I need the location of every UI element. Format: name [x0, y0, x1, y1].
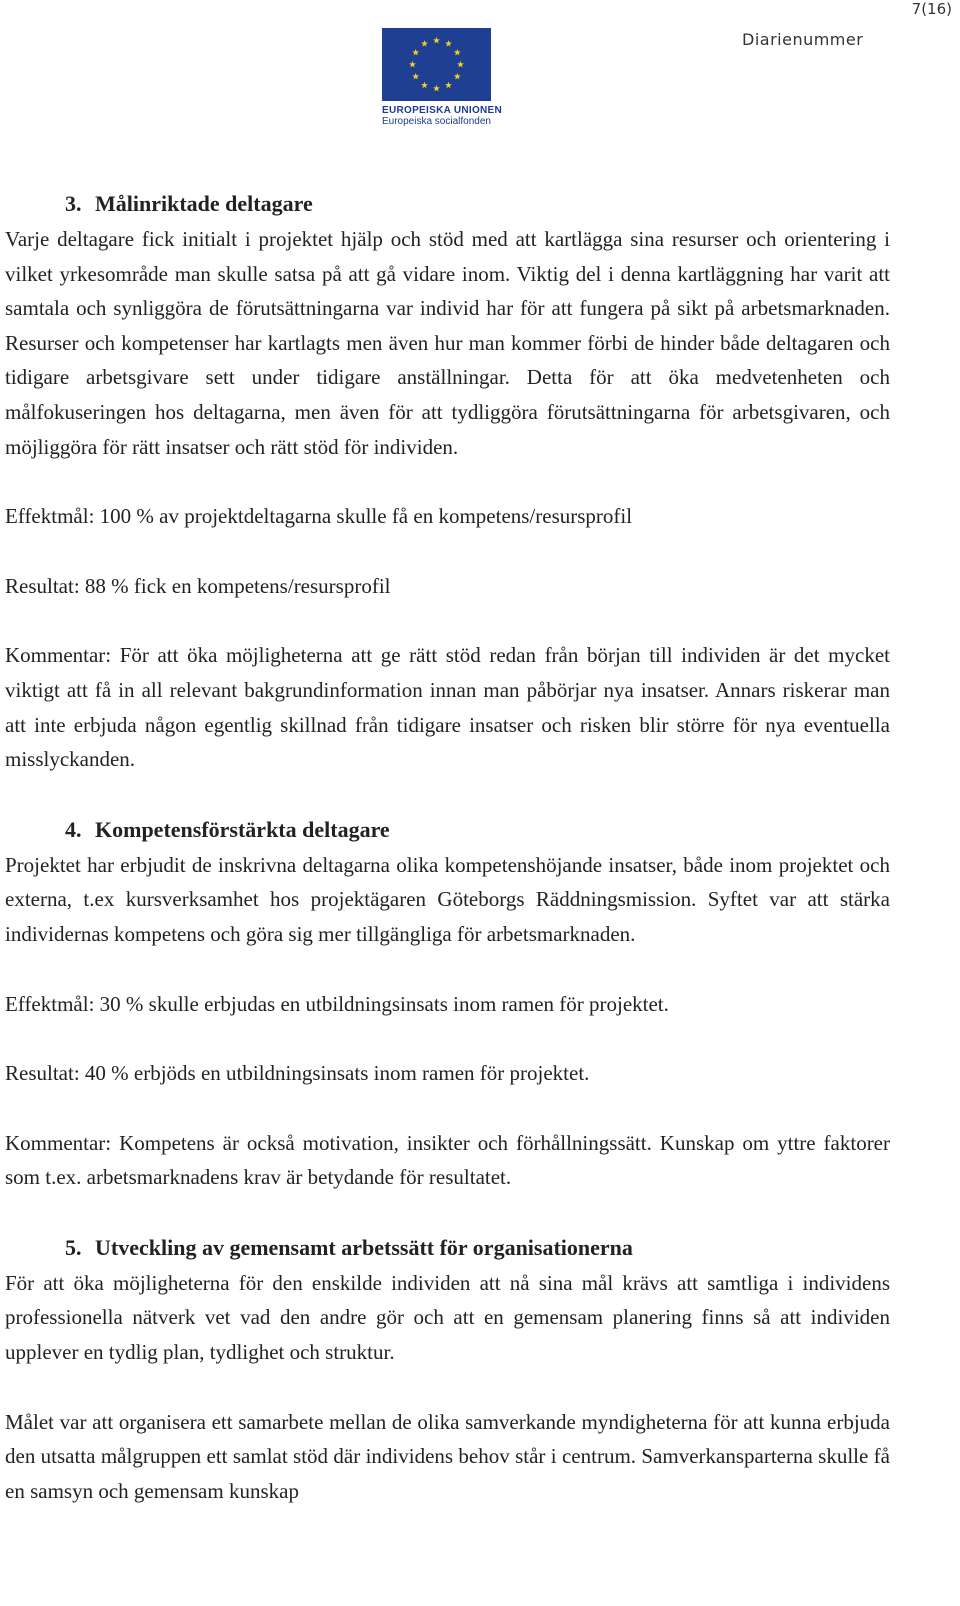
eu-logo — [382, 28, 503, 127]
paragraph: För att öka möjligheterna för den enskilde individen att nå sina mål krävs att samtliga i individens professionella nätverk vet vad den andre gör och att en gemensam planering finns så att individen upplever en tydlig plan, tydlighet och struktur. — [5, 1270, 890, 1365]
eu-flag-icon — [382, 28, 491, 101]
page-number: 7(16) — [911, 0, 952, 18]
paragraph: Resultat: 40 % erbjöds en utbildningsinsats inom ramen för projektet. — [5, 1061, 590, 1086]
section-heading: 4. Kompetensförstärkta deltagare — [65, 816, 390, 842]
section-heading: 3. Målinriktade deltagare — [65, 191, 313, 216]
logo-text-union: EUROPEISKA UNIONEN — [382, 105, 503, 116]
paragraph: Projektet har erbjudit de inskrivna deltagarna olika kompetenshöjande insatser, både inom projektet och externa, t.ex kursverksamhet hos projektägaren Göteborgs Räddningsmission. Syftet var att stärka individernas kompetens och göra sig mer tillgängliga för arbetsmarknaden. — [5, 852, 890, 946]
paragraph: Effektmål: 30 % skulle erbjudas en utbildningsinsats inom ramen för projektet. — [5, 991, 669, 1016]
section-heading: 5. Utveckling av gemensamt arbetssätt för organisationerna — [65, 1234, 633, 1260]
paragraph: Målet var att organisera ett samarbete mellan de olika samverkande myndigheterna för att kunna erbjuda den utsatta målgruppen ett samlat stöd där individens behov står i centrum. Samverkansparterna skulle få en samsyn och gemensam kunskap — [5, 1409, 890, 1503]
logo-text-fund: Europeiska socialfonden — [382, 116, 491, 127]
paragraph: Varje deltagare fick initialt i projektet hjälp och stöd med att kartlägga sina resurser och orientering i vilket yrkesområde man skulle satsa på att gå vidare inom. Viktig del i denna kartläggning har varit att samtala och synliggöra de förutsättningarna var individ har för att fungera på sikt på arbetsmarknaden. Resurser och kompetenser har kartlagts men även hur man kommer förbi de hinder både deltagaren och tidigare arbetsgivare sett under tidigare anställningar. Detta för att öka medvetenheten och målfokuseringen hos deltagarna, men även för att tydliggöra förutsättningarna för arbetsgivaren, och möjliggöra för rätt insatser och rätt stöd för individen. — [5, 227, 890, 459]
paragraph: Effektmål: 100 % av projektdeltagarna skulle få en kompetens/resursprofil — [5, 504, 633, 529]
paragraph: Kommentar: Kompetens är också motivation, insikter och förhållningssätt. Kunskap om yttre faktorer som t.ex. arbetsmarknadens krav är betydande för resultatet. — [5, 1130, 890, 1190]
paragraph: Kommentar: För att öka möjligheterna att ge rätt stöd redan från början till individen är det mycket viktigt att få in all relevant bakgrundinformation innan man påbörjar nya insatser. Annars riskerar man att inte erbjuda någon egentlig skillnad från tidigare insatser och risken blir större för nya eventuella misslyckanden. — [5, 643, 890, 772]
diarienummer-label: Diarienummer — [742, 30, 864, 49]
paragraph: Resultat: 88 % fick en kompetens/resursprofil — [5, 573, 391, 598]
document-body — [5, 186, 890, 1508]
